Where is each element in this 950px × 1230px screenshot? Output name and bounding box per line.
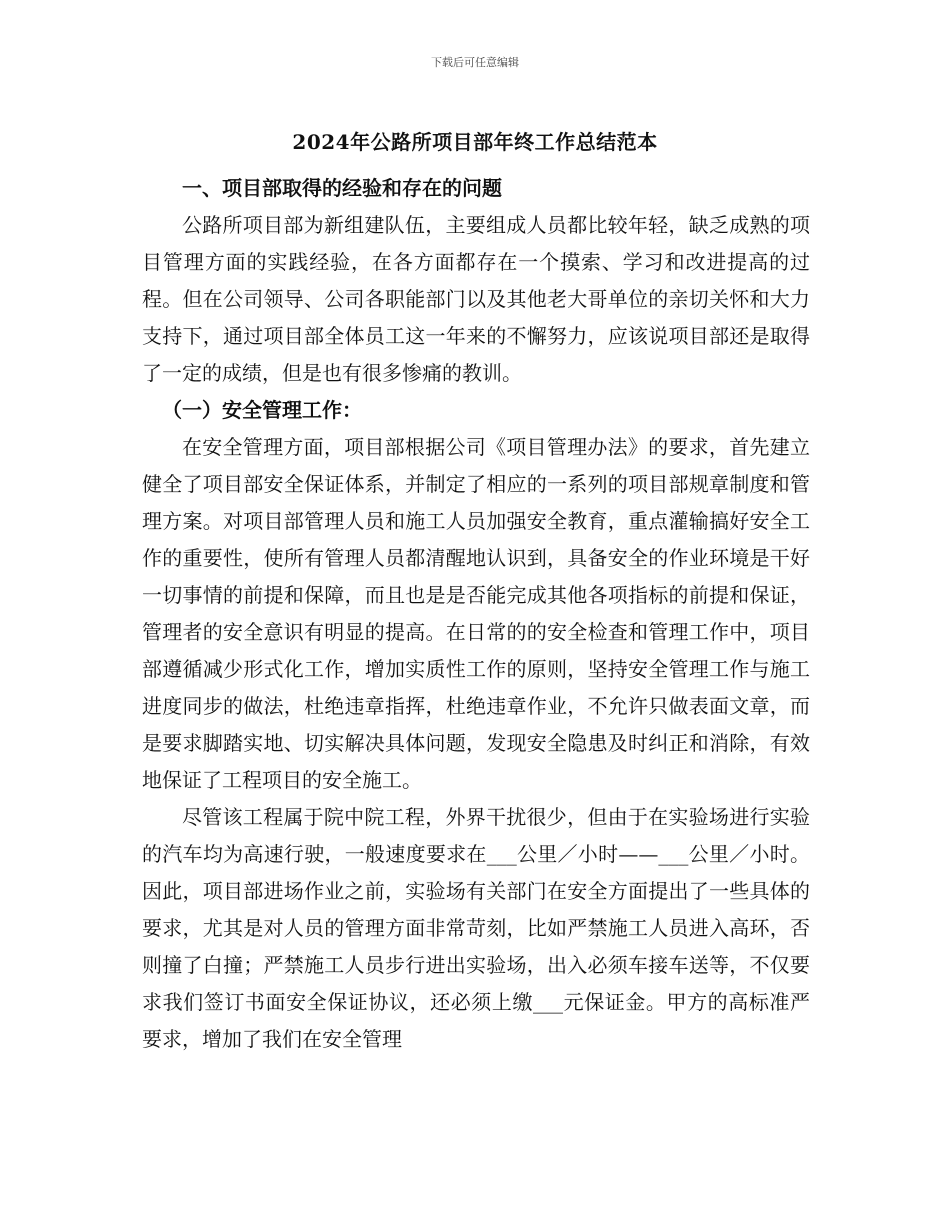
document-body xyxy=(142,170,810,1058)
section-heading-1: 一、项目部取得的经验和存在的问题 xyxy=(182,176,502,200)
paragraph-1: 公路所项目部为新组建队伍，主要组成人员都比较年轻，缺乏成熟的项目管理方面的实践经验，在各方面都存在一个摸索、学习和改进提高的过程。但在公司领导、公司各职能部门以及其他老大哥单位的亲切关怀和大力支持下，通过项目部全体员工这一年来的不懈努力，应该说项目部还是取得了一定的成绩，但是也有很多惨痛的教训。 xyxy=(142,213,810,385)
paragraph-3: 尽管该工程属于院中院工程，外界干扰很少，但由于在实验场进行实验的汽车均为高速行驶，一般速度要求在___公里／小时——___公里／小时。因此，项目部进场作业之前，实验场有关部门在安全方面提出了一些具体的要求，尤其是对人员的管理方面非常苛刻，比如严禁施工人员进入高环，否则撞了白撞；严禁施工人员步行进出实验场，出入必须车接车送等，不仅要求我们签订书面安全保证协议，还必须上缴___元保证金。甲方的高标准严要求，增加了我们在安全管理 xyxy=(142,805,810,1051)
paragraph-2: 在安全管理方面，项目部根据公司《项目管理办法》的要求，首先建立健全了项目部安全保证体系，并制定了相应的一系列的项目部规章制度和管理方案。对项目部管理人员和施工人员加强安全教育，重点灌输搞好安全工作的重要性，使所有管理人员都清醒地认识到，具备安全的作业环境是干好一切事情的前提和保障，而且也是是否能完成其他各项指标的前提和保证，管理者的安全意识有明显的提高。在日常的的安全检查和管理工作中，项目部遵循减少形式化工作，增加实质性工作的原则，坚持安全管理工作与施工进度同步的做法，杜绝违章指挥，杜绝违章作业，不允许只做表面文章，而是要求脚踏实地、切实解决具体问题，发现安全隐患及时纠正和消除，有效地保证了工程项目的安全施工。 xyxy=(142,435,810,792)
header-note: 下载后可任意编辑 xyxy=(431,56,519,69)
document-title: 2024年公路所项目部年终工作总结范本 xyxy=(292,130,658,154)
subsection-heading-1: （一）安全管理工作： xyxy=(162,398,362,422)
